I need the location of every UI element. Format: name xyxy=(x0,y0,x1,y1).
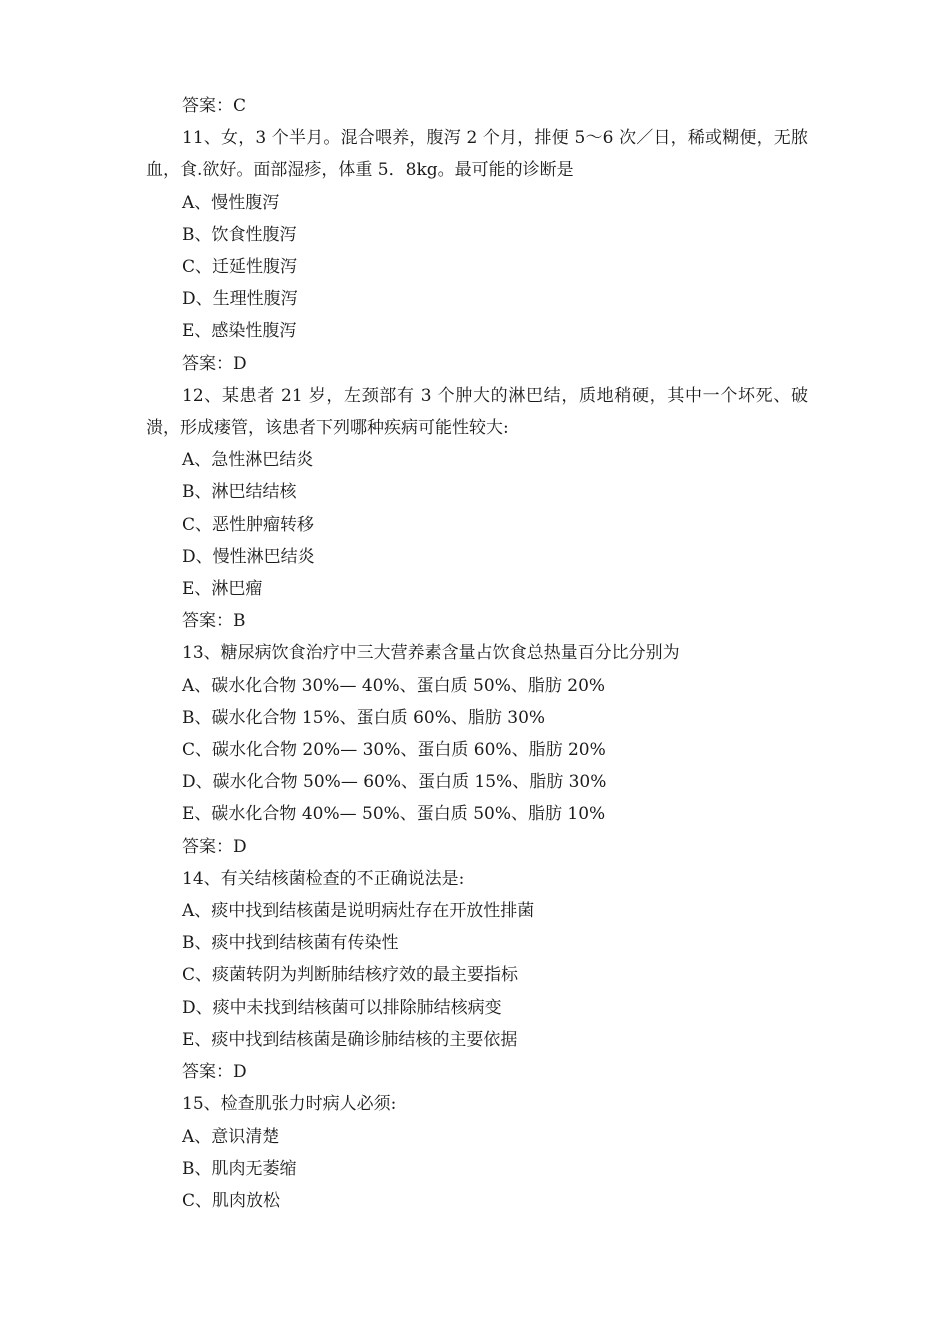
option-line: B、淋巴结结核 xyxy=(182,482,297,503)
document-body xyxy=(146,90,808,1217)
option-line: B、碳水化合物 15%、蛋白质 60%、脂肪 30% xyxy=(182,707,546,728)
option-line: E、痰中找到结核菌是确诊肺结核的主要依据 xyxy=(182,1029,518,1050)
option-line: B、痰中找到结核菌有传染性 xyxy=(182,933,399,954)
option-line: C、肌肉放松 xyxy=(182,1190,281,1211)
option-line: C、迁延性腹泻 xyxy=(182,257,298,278)
answer-line: 答案：D xyxy=(182,1062,247,1083)
option-line: E、淋巴瘤 xyxy=(182,579,263,600)
answer-line: 答案：B xyxy=(182,611,246,632)
option-line: B、肌肉无萎缩 xyxy=(182,1158,297,1179)
question-14-text: 14、有关结核菌检查的不正确说法是: xyxy=(182,868,465,889)
option-line: D、生理性腹泻 xyxy=(182,289,298,310)
answer-line: 答案：C xyxy=(182,96,247,116)
option-line: D、碳水化合物 50%— 60%、蛋白质 15%、脂肪 30% xyxy=(182,772,607,793)
answer-line: 答案：D xyxy=(182,353,247,374)
question-12-text: 12、某患者 21 岁，左颈部有 3 个肿大的淋巴结，质地稍硬，其中一个坏死、破溃，形成瘘管，该患者下列哪种疾病可能性较大: xyxy=(146,385,808,439)
answer-line: 答案：D xyxy=(182,836,247,857)
option-line: E、感染性腹泻 xyxy=(182,321,297,342)
option-line: A、痰中找到结核菌是说明病灶存在开放性排菌 xyxy=(182,901,535,922)
option-line: D、慢性淋巴结炎 xyxy=(182,546,315,567)
option-line: E、碳水化合物 40%— 50%、蛋白质 50%、脂肪 10% xyxy=(182,804,606,825)
option-line: A、急性淋巴结炎 xyxy=(182,450,314,471)
option-line: C、痰菌转阴为判断肺结核疗效的最主要指标 xyxy=(182,965,519,986)
option-line: A、意识清楚 xyxy=(182,1126,280,1147)
question-13-text: 13、糖尿病饮食治疗中三大营养素含量占饮食总热量百分比分别为 xyxy=(182,643,680,664)
option-line: B、饮食性腹泻 xyxy=(182,224,297,245)
question-15-text: 15、检查肌张力时病人必须: xyxy=(182,1094,397,1115)
option-line: A、碳水化合物 30%— 40%、蛋白质 50%、脂肪 20% xyxy=(182,675,606,696)
option-line: C、碳水化合物 20%— 30%、蛋白质 60%、脂肪 20% xyxy=(182,740,606,761)
option-line: A、慢性腹泻 xyxy=(182,192,280,213)
option-line: C、恶性肿瘤转移 xyxy=(182,514,315,535)
option-line: D、痰中未找到结核菌可以排除肺结核病变 xyxy=(182,997,502,1018)
question-11-text: 11、女，3 个半月。混合喂养，腹泻 2 个月，排便 5～6 次／日，稀或糊便，无脓血，食.欲好。面部湿疹，体重 5．8kg。最可能的诊断是 xyxy=(146,128,808,181)
